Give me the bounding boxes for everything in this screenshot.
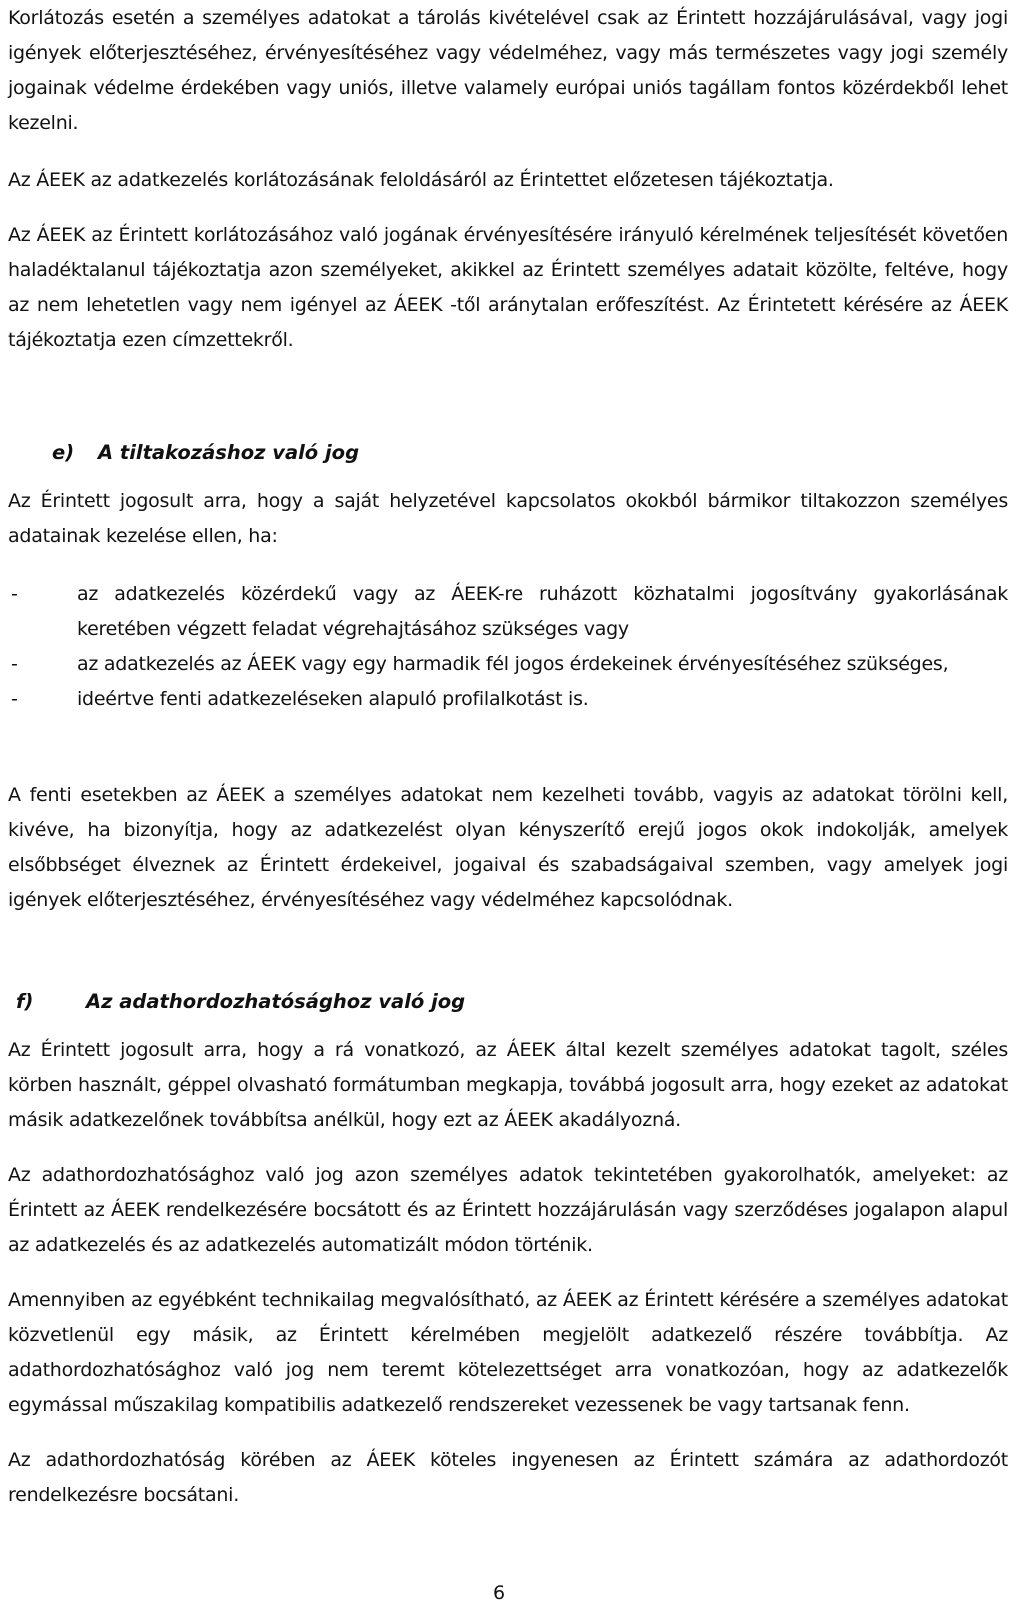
section-letter: f) xyxy=(16,990,34,1013)
list-item-text: az adatkezelés az ÁEEK vagy egy harmadik fél jogos érdekeinek érvényesítéséhez szükséges, xyxy=(77,653,949,675)
paragraph-portability-free-of-charge xyxy=(8,1443,1008,1513)
paragraph-text: Korlátozás esetén a személyes adatokat a tárolás kivételével csak az Érintett hozzájárulásával, vagy jogi igények előterjesztéséhez, érvényesítéséhez vagy védelméhez, vagy más természetes vagy jogi személy jogainak védelme érdekében vagy uniós, illetve valamely európai uniós tagállam fontos közérdekből lehet kezelni. xyxy=(8,7,1008,134)
paragraph-text: Az adathordozhatósághoz való jog azon személyes adatok tekintetében gyakorolhatók, amelyeket: az Érintett az ÁEEK rendelkezésére bocsátott és az Érintett hozzájárulásán vagy szerződéses jogalapon alapul az adatkezelés és az adatkezelés automatizált módon történik. xyxy=(8,1164,1008,1256)
document-page xyxy=(8,0,1008,1616)
list-item xyxy=(8,682,1008,717)
list-item-text: ideértve fenti adatkezeléseken alapuló profilalkotást is. xyxy=(77,688,589,710)
page-number: 6 xyxy=(493,1582,506,1604)
section-title: Az adathordozhatósághoz való jog xyxy=(86,990,466,1013)
paragraph-portability-right xyxy=(8,1033,1008,1138)
paragraph-restriction-conditions xyxy=(8,1,1008,141)
paragraph-portability-scope xyxy=(8,1158,1008,1263)
section-title: A tiltakozáshoz való jog xyxy=(98,441,360,464)
list-dash: - xyxy=(11,653,18,675)
objection-conditions-list xyxy=(8,577,1008,717)
paragraph-text: Az Érintett jogosult arra, hogy a rá vonatkozó, az ÁEEK által kezelt személyes adatokat tagolt, széles körben használt, géppel olvasható formátumban megkapja, továbbá jogosult arra, hogy ezeket az adatokat másik adatkezelőnek továbbítsa anélkül, hogy ezt az ÁEEK akadályozná. xyxy=(8,1039,1008,1131)
paragraph-objection-right xyxy=(8,484,1008,554)
list-item xyxy=(8,647,1008,682)
paragraph-text: Amennyiben az egyébként technikailag megvalósítható, az ÁEEK az Érintett kérésére a személyes adatokat közvetlenül egy másik, az Érintett kérelmében megjelölt adatkezelő részére továbbítja. Az adathordozhatósághoz való jog nem teremt kötelezettséget arra vonatkozóan, hogy az adatkezelők egymással műszakilag kompatibilis adatkezelő rendszereket vezessenek be vagy tartsanak fenn. xyxy=(8,1289,1008,1416)
section-letter: e) xyxy=(52,441,75,464)
list-dash: - xyxy=(11,583,18,605)
paragraph-text: Az ÁEEK az Érintett korlátozásához való jogának érvényesítésére irányuló kérelmének teljesítését követően haladéktalanul tájékoztatja azon személyeket, akikkel az Érintett személyes adatait közölte, feltéve, hogy az nem lehetetlen vagy nem igényel az ÁEEK -től aránytalan erőfeszítést. Az Érintetett kérésére az ÁEEK tájékoztatja ezen címzettekről. xyxy=(8,224,1008,351)
paragraph-portability-transfer xyxy=(8,1283,1008,1423)
list-dash: - xyxy=(11,688,18,710)
paragraph-text: A fenti esetekben az ÁEEK a személyes adatokat nem kezelheti tovább, vagyis az adatokat törölni kell, kivéve, ha bizonyítja, hogy az adatkezelést olyan kényszerítő erejű jogos okok indokolják, amelyek elsőbbséget élveznek az Érintett érdekeivel, jogaival és szabadságaival szemben, vagy amelyek jogi igények előterjesztéséhez, érvényesítéséhez vagy védelméhez kapcsolódnak. xyxy=(8,784,1008,911)
section-heading-objection xyxy=(52,435,359,470)
paragraph-text: Az ÁEEK az adatkezelés korlátozásának feloldásáról az Érintettet előzetesen tájékoztatja. xyxy=(8,169,834,191)
list-item-text: az adatkezelés közérdekű vagy az ÁEEK-re ruházott közhatalmi jogosítvány gyakorlásának keretében végzett feladat végrehajtásához szükséges vagy xyxy=(77,583,1008,640)
paragraph-text: Az Érintett jogosult arra, hogy a saját helyzetével kapcsolatos okokból bármikor tiltakozzon személyes adatainak kezelése ellen, ha: xyxy=(8,490,1008,547)
list-item xyxy=(8,577,1008,647)
paragraph-restriction-notification xyxy=(8,218,1008,358)
paragraph-restriction-lifting xyxy=(8,163,1008,198)
paragraph-objection-consequences xyxy=(8,778,1008,918)
section-heading-portability xyxy=(16,984,465,1019)
paragraph-text: Az adathordozhatóság körében az ÁEEK köteles ingyenesen az Érintett számára az adathordozót rendelkezésre bocsátani. xyxy=(8,1449,1008,1506)
